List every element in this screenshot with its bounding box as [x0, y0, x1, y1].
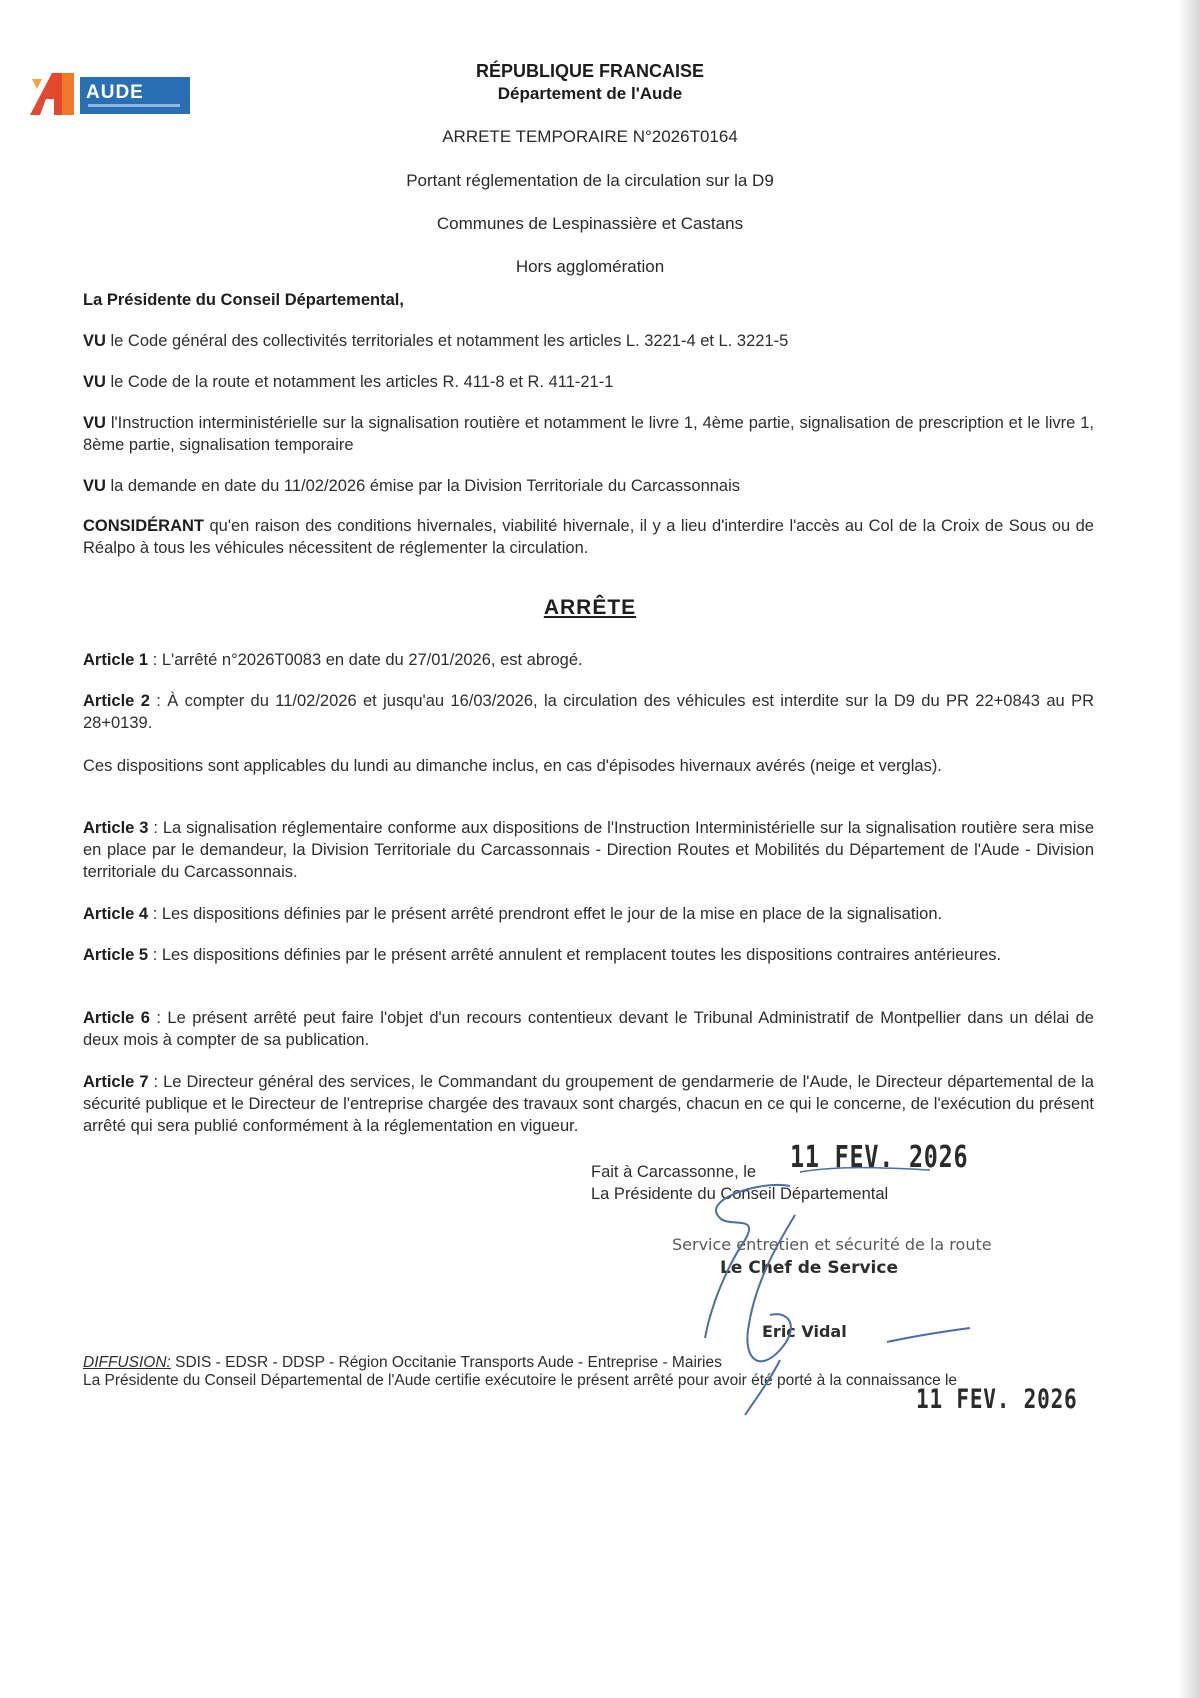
decree-zone: Hors agglomération	[515, 257, 665, 276]
article-3	[83, 817, 1094, 883]
article-2-detail	[83, 755, 1094, 777]
vu-paragraph	[83, 412, 1094, 456]
article-7	[83, 1071, 1094, 1137]
considerant-text: qu'en raison des conditions hivernales, viabilité hivernale, il y a lieu d'interdire l'accès au Col de la Croix de Sous ou de Réalpo à tous les véhicules nécessitent de réglementer la circulation.	[83, 517, 1094, 557]
article-text: : Les dispositions définies par le présent arrêté prendront effet le jour de la mise en place de la signalisation.	[148, 905, 943, 923]
article-label: Article 5	[83, 946, 149, 964]
article-text: : La signalisation réglementaire conforme aux dispositions de l'Instruction Interministérielle sur la signalisation routière sera mise en place par le demandeur, la Division Territoriale du Carcassonnais - Direction Routes et Mobilités du Département de l'Aude - Division territoriale du Carcassonnais.	[83, 819, 1094, 881]
service-stamp: Service entretien et sécurité de la route	[672, 1235, 992, 1254]
article-1	[83, 649, 1094, 671]
article-label: Article 6	[83, 1009, 150, 1027]
chief-stamp: Le Chef de Service	[720, 1258, 898, 1278]
considerant-paragraph	[83, 515, 1094, 559]
vu-text: la demande en date du 11/02/2026 émise par la Division Territoriale du Carcassonnais	[105, 477, 741, 495]
scan-edge-shadow	[1178, 0, 1200, 1698]
article-label: Article 2	[83, 692, 150, 710]
signature-title: La Présidente du Conseil Départemental	[591, 1185, 889, 1203]
article-5	[83, 944, 1094, 966]
decree-number: ARRETE TEMPORAIRE N°2026T0164	[442, 127, 738, 146]
signature-place: Fait à Carcassonne, le	[591, 1163, 757, 1181]
decree-communes: Communes de Lespinassière et Castans	[436, 214, 744, 233]
vu-label: VU	[83, 414, 106, 432]
certification-date-stamp: 11 FEV. 2026	[916, 1384, 1078, 1415]
vu-label: VU	[83, 373, 106, 391]
vu-label: VU	[83, 477, 106, 495]
arrete-heading: ARRÊTE	[543, 596, 637, 619]
vu-paragraph	[83, 475, 1094, 497]
article-label: Article 1	[83, 651, 149, 669]
article-text: : Les dispositions définies par le présent arrêté annulent et remplacent toutes les dispositions contraires antérieures.	[148, 946, 1002, 964]
diffusion-line	[83, 1354, 722, 1372]
republic-heading: RÉPUBLIQUE FRANCAISE	[475, 61, 704, 81]
article-text: Ces dispositions sont applicables du lundi au dimanche inclus, en cas d'épisodes hivernaux avérés (neige et verglas).	[83, 757, 942, 775]
vu-paragraph	[83, 330, 1094, 352]
article-text: : L'arrêté n°2026T0083 en date du 27/01/2026, est abrogé.	[148, 651, 583, 669]
article-4	[83, 903, 1094, 925]
certification-line: La Présidente du Conseil Départemental de l'Aude certifie exécutoire le présent arrêté pour avoir été porté à la connaissance le	[83, 1372, 958, 1389]
date-stamp: 11 FEV. 2026	[790, 1140, 969, 1175]
decree-subject: Portant réglementation de la circulation sur la D9	[406, 171, 774, 190]
signatory-name: Eric Vidal	[762, 1322, 847, 1341]
diffusion-label: DIFFUSION:	[83, 1354, 171, 1371]
vu-text: le Code de la route et notamment les articles R. 411-8 et R. 411-21-1	[105, 373, 614, 391]
article-label: Article 4	[83, 905, 149, 923]
article-6	[83, 1007, 1094, 1051]
article-text: : À compter du 11/02/2026 et jusqu'au 16/03/2026, la circulation des véhicules est interdite sur la D9 du PR 22+0843 au PR 28+0139.	[83, 692, 1094, 732]
considerant-label: CONSIDÉRANT	[83, 517, 205, 535]
vu-text: le Code général des collectivités territoriales et notamment les articles L. 3221-4 et L. 3221-5	[105, 332, 789, 350]
article-text: : Le Directeur général des services, le Commandant du groupement de gendarmerie de l'Aude, le Directeur départemental de la sécurité publique et le Directeur de l'entreprise chargée des travaux sont chargés, chacun en ce qui le concerne, de l'exécution du présent arrêté qui sera publié conformément à la réglementation en vigueur.	[83, 1073, 1094, 1135]
president-line: La Présidente du Conseil Départemental,	[83, 291, 404, 309]
article-text: : Le présent arrêté peut faire l'objet d'un recours contentieux devant le Tribunal Administratif de Montpellier dans un délai de deux mois à compter de sa publication.	[83, 1009, 1094, 1049]
vu-text: l'Instruction interministérielle sur la signalisation routière et notamment le livre 1, 4ème partie, signalisation de prescription et le livre 1, 8ème partie, signalisation temporaire	[83, 414, 1094, 454]
aude-logo-tagline-bar	[88, 104, 180, 107]
vu-label: VU	[83, 332, 106, 350]
aude-logo-text: AUDE	[86, 82, 144, 103]
vu-paragraph	[83, 371, 1094, 393]
diffusion-text: SDIS - EDSR - DDSP - Région Occitanie Transports Aude - Entreprise - Mairies	[170, 1354, 722, 1371]
article-2	[83, 690, 1094, 734]
article-label: Article 3	[83, 819, 149, 837]
department-heading: Département de l'Aude	[497, 84, 683, 103]
article-label: Article 7	[83, 1073, 149, 1091]
